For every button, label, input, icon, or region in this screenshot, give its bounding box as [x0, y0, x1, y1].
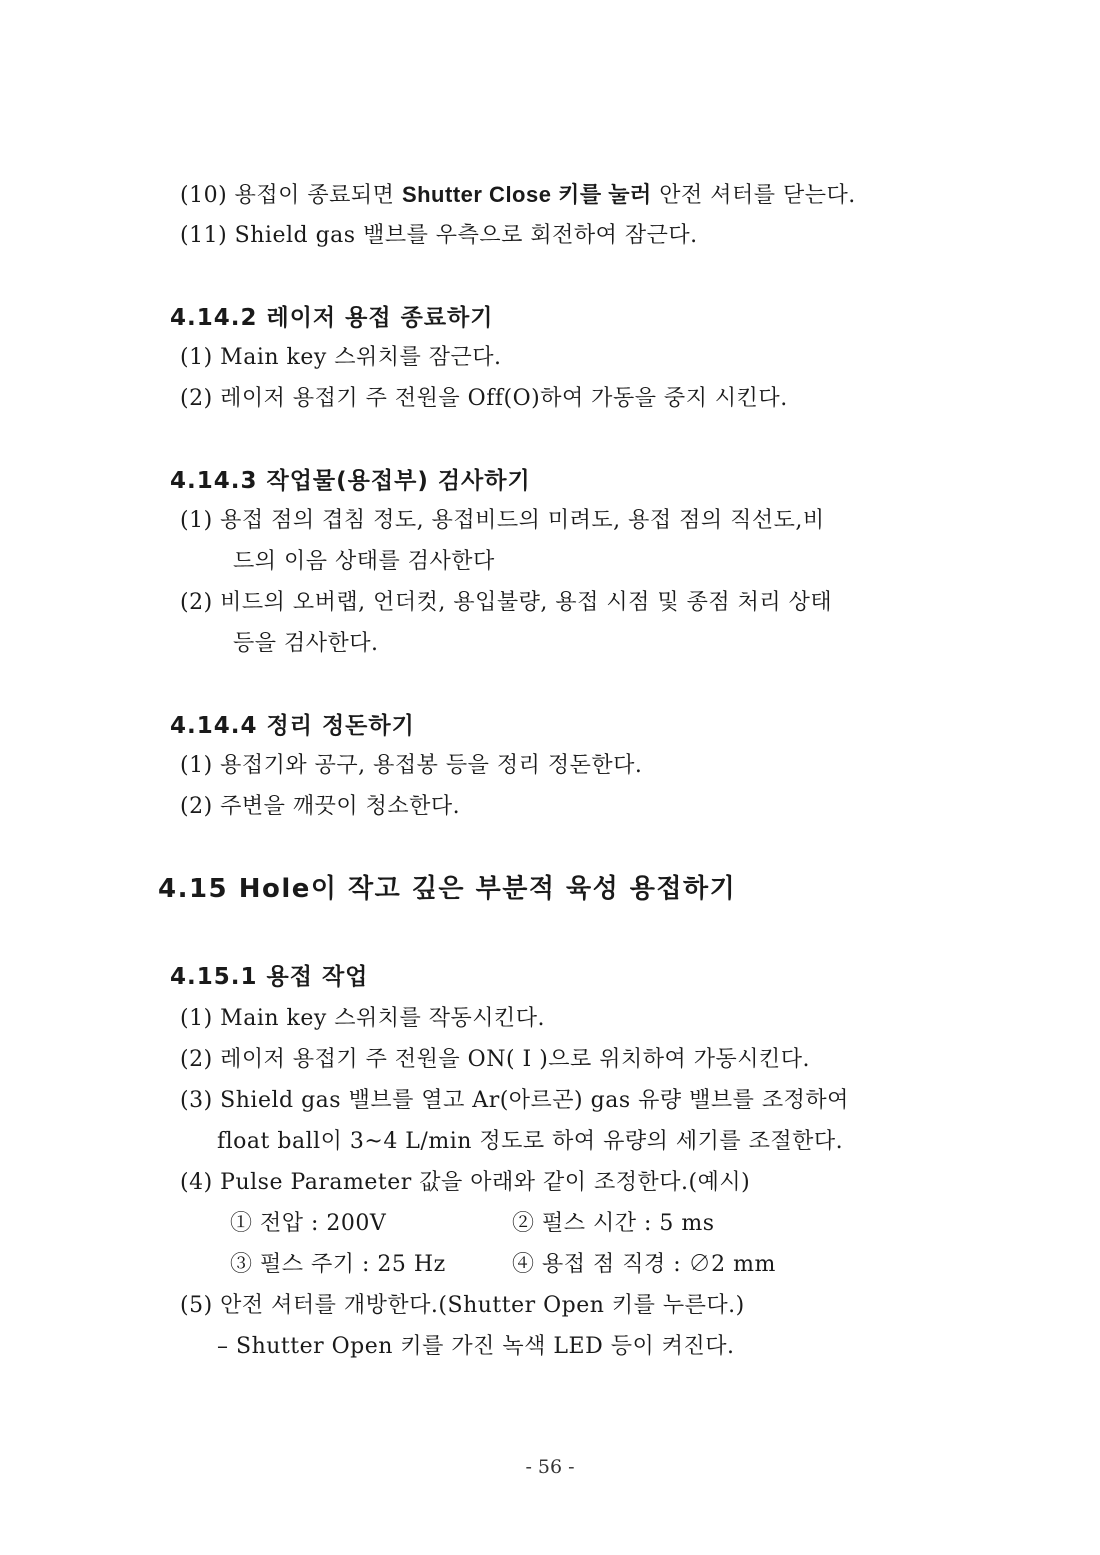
section-4-14-3-item-1-continuation: 드의 이음 상태를 검사한다: [233, 549, 495, 574]
item-number: (2): [180, 1047, 213, 1072]
step-10: [180, 180, 856, 211]
section-4-14-2-item-2: [180, 384, 788, 414]
item-number: (1): [180, 345, 213, 370]
param-pulse-period: ③ 펄스 주기 : 25 Hz: [230, 1252, 446, 1277]
step-11: [180, 221, 698, 251]
item-number: (1): [180, 753, 213, 778]
heading-4-14-4: 4.14.4 정리 정돈하기: [170, 713, 415, 739]
section-4-15-1-item-3-continuation: float ball이 3~4 L/min 정도로 하여 유량의 세기를 조절한다.: [217, 1129, 844, 1154]
item-number: (1): [180, 508, 213, 533]
item-number: (4): [180, 1170, 213, 1195]
section-4-15-1-item-5: [180, 1291, 745, 1321]
item-text: 주변을 깨끗이 청소한다.: [220, 794, 461, 819]
item-text: 안전 셔터를 개방한다.(Shutter Open 키를 누른다.): [220, 1293, 745, 1318]
param-voltage: ① 전압 : 200V: [230, 1211, 387, 1236]
section-4-15-1-item-2: [180, 1045, 810, 1075]
item-number: (2): [180, 386, 213, 411]
step-10-text-pre: 용접이 종료되면: [234, 183, 402, 208]
item-text: 레이저 용접기 주 전원을 Off(O)하여 가동을 중지 시킨다.: [220, 386, 788, 411]
section-4-15-1-item-4: [180, 1168, 750, 1198]
section-4-14-3-item-1: [180, 506, 825, 536]
section-4-14-4-item-2: [180, 792, 460, 822]
item-number: (3): [180, 1088, 213, 1113]
step-11-number: (11): [180, 223, 228, 248]
item-number: (5): [180, 1293, 213, 1318]
heading-4-14-3: 4.14.3 작업물(용접부) 검사하기: [170, 468, 531, 494]
param-pulse-time: ② 펄스 시간 : 5 ms: [512, 1211, 715, 1236]
step-11-text: Shield gas 밸브를 우측으로 회전하여 잠근다.: [234, 223, 698, 248]
item-text: Main key 스위치를 작동시킨다.: [220, 1006, 546, 1031]
section-4-14-2-item-1: [180, 343, 502, 373]
item-number: (2): [180, 794, 213, 819]
item-text: Shield gas 밸브를 열고 Ar(아르곤) gas 유량 밸브를 조정하여: [220, 1088, 849, 1113]
section-4-14-4-item-1: [180, 751, 642, 781]
item-text: Pulse Parameter 값을 아래와 같이 조정한다.(예시): [220, 1170, 751, 1195]
step-10-number: (10): [180, 183, 228, 208]
item-text: 레이저 용접기 주 전원을 ON( I )으로 위치하여 가동시킨다.: [220, 1047, 811, 1072]
section-4-14-3-item-2: [180, 588, 832, 618]
item-number: (1): [180, 1006, 213, 1031]
step-10-text-post: 안전 셔터를 닫는다.: [651, 183, 856, 208]
heading-4-14-2: 4.14.2 레이저 용접 종료하기: [170, 305, 494, 331]
item-number: (2): [180, 590, 213, 615]
section-4-15-1-note: – Shutter Open 키를 가진 녹색 LED 등이 켜진다.: [217, 1334, 735, 1359]
section-4-15-1-item-1: [180, 1004, 545, 1034]
heading-4-15-1: 4.15.1 용접 작업: [170, 964, 369, 990]
section-4-14-3-item-2-continuation: 등을 검사한다.: [233, 631, 379, 656]
section-4-15-1-item-3: [180, 1086, 849, 1116]
heading-4-15: 4.15 Hole이 작고 깊은 부분적 육성 용접하기: [158, 874, 737, 904]
item-text: Main key 스위치를 잠근다.: [220, 345, 502, 370]
step-10-text-bold: Shutter Close 키를 눌러: [401, 182, 652, 207]
item-text: 용접 점의 겹침 정도, 용접비드의 미려도, 용접 점의 직선도,비: [220, 508, 825, 533]
param-spot-diameter: ④ 용접 점 직경 : ∅2 mm: [512, 1252, 776, 1277]
item-text: 용접기와 공구, 용접봉 등을 정리 정돈한다.: [220, 753, 643, 778]
item-text: 비드의 오버랩, 언더컷, 용입불량, 용접 시점 및 종점 처리 상태: [220, 590, 833, 615]
page-number: - 56 -: [525, 1456, 575, 1478]
